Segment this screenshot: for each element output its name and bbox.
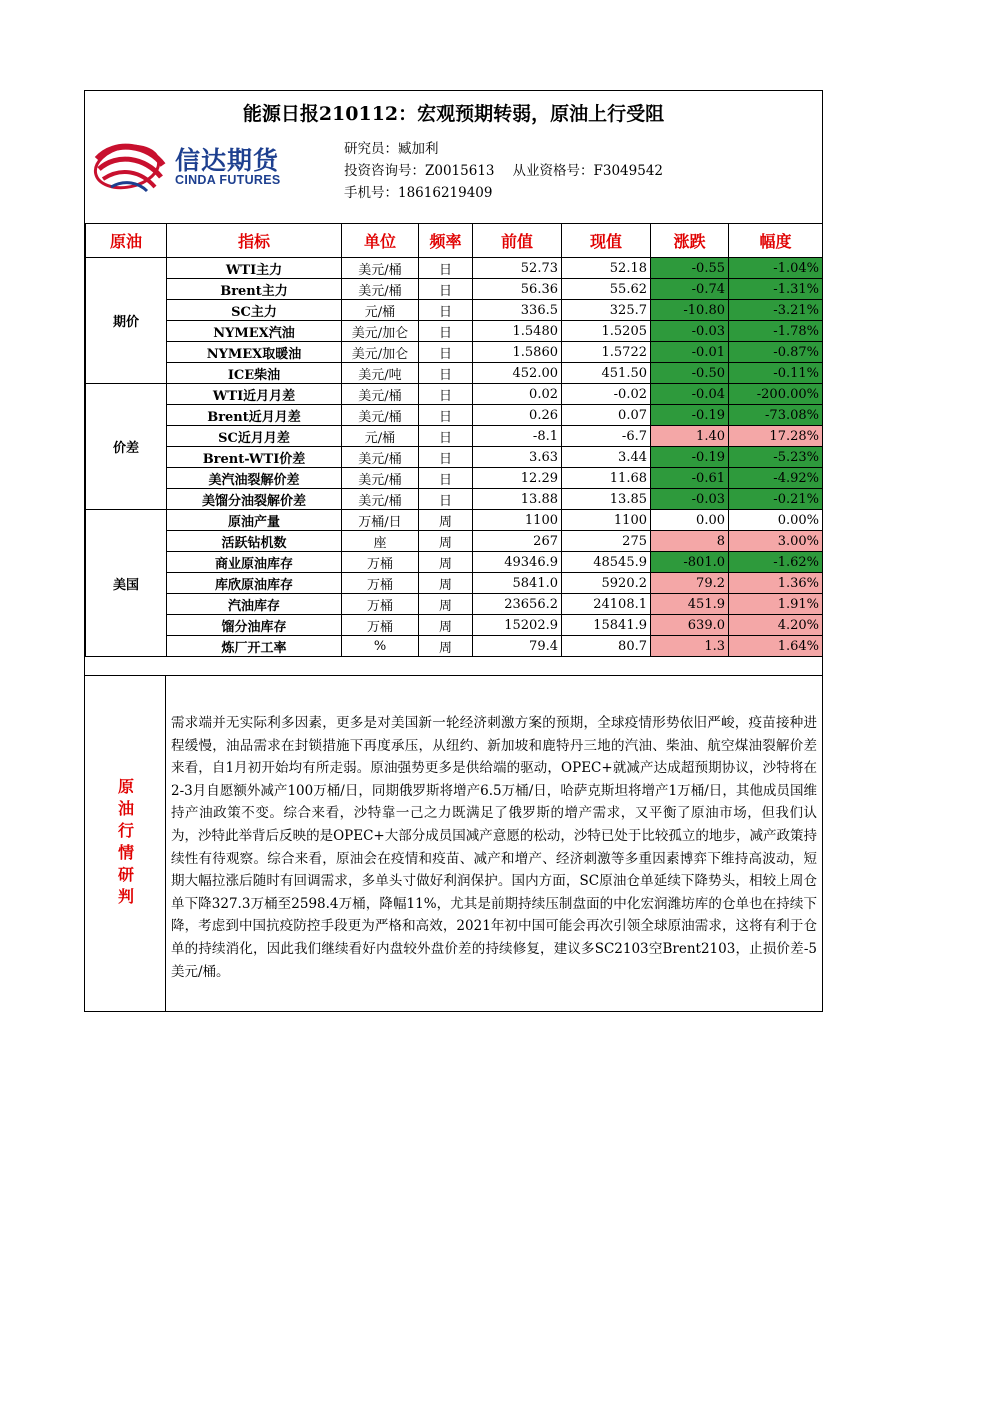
indicator-cell: Brent主力: [167, 279, 342, 300]
change-cell: 0.00: [651, 510, 729, 531]
change-cell: -0.55: [651, 258, 729, 279]
previous-value-cell: -8.1: [473, 426, 562, 447]
previous-value-cell: 49346.9: [473, 552, 562, 573]
indicator-cell: Brent-WTI价差: [167, 447, 342, 468]
unit-cell: 美元/桶: [342, 279, 419, 300]
percent-change-cell: -0.21%: [729, 489, 823, 510]
current-value-cell: 325.7: [562, 300, 651, 321]
current-value-cell: 451.50: [562, 363, 651, 384]
current-value-cell: 48545.9: [562, 552, 651, 573]
frequency-cell: 日: [419, 447, 473, 468]
previous-value-cell: 1.5480: [473, 321, 562, 342]
unit-cell: 美元/桶: [342, 405, 419, 426]
percent-change-cell: -3.21%: [729, 300, 823, 321]
current-value-cell: 24108.1: [562, 594, 651, 615]
percent-change-cell: 1.36%: [729, 573, 823, 594]
researcher-label: 研究员：: [344, 141, 398, 157]
frequency-cell: 周: [419, 594, 473, 615]
indicator-cell: SC主力: [167, 300, 342, 321]
current-value-cell: -6.7: [562, 426, 651, 447]
unit-cell: 万桶: [342, 615, 419, 636]
frequency-cell: 日: [419, 321, 473, 342]
frequency-cell: 日: [419, 405, 473, 426]
unit-cell: 美元/吨: [342, 363, 419, 384]
unit-cell: %: [342, 636, 419, 657]
table-row: [86, 573, 823, 594]
unit-cell: 万桶: [342, 573, 419, 594]
col-header-indicator: 指标: [167, 224, 342, 258]
frequency-cell: 日: [419, 468, 473, 489]
unit-cell: 元/桶: [342, 300, 419, 321]
frequency-cell: 日: [419, 279, 473, 300]
table-row: [86, 342, 823, 363]
unit-cell: 元/桶: [342, 426, 419, 447]
change-cell: 79.2: [651, 573, 729, 594]
table-row: [86, 510, 823, 531]
change-cell: -0.03: [651, 489, 729, 510]
col-header-current: 现值: [562, 224, 651, 258]
previous-value-cell: 56.36: [473, 279, 562, 300]
previous-value-cell: 3.63: [473, 447, 562, 468]
percent-change-cell: -1.04%: [729, 258, 823, 279]
col-header-frequency: 频率: [419, 224, 473, 258]
previous-value-cell: 1.5860: [473, 342, 562, 363]
frequency-cell: 周: [419, 510, 473, 531]
previous-value-cell: 336.5: [473, 300, 562, 321]
logo-en-text: CINDA FUTURES: [175, 173, 281, 187]
logo-swoosh-icon: [91, 137, 171, 193]
indicator-cell: 馏分油库存: [167, 615, 342, 636]
percent-change-cell: 4.20%: [729, 615, 823, 636]
current-value-cell: 0.07: [562, 405, 651, 426]
percent-change-cell: -4.92%: [729, 468, 823, 489]
current-value-cell: 275: [562, 531, 651, 552]
indicator-cell: 商业原油库存: [167, 552, 342, 573]
table-row: [86, 531, 823, 552]
indicator-cell: NYMEX取暖油: [167, 342, 342, 363]
percent-change-cell: -0.87%: [729, 342, 823, 363]
report-frame: [84, 90, 823, 1012]
cinda-futures-logo: [91, 137, 291, 193]
previous-value-cell: 15202.9: [473, 615, 562, 636]
change-cell: -0.04: [651, 384, 729, 405]
table-row: [86, 636, 823, 657]
table-body: [86, 258, 823, 657]
unit-cell: 座: [342, 531, 419, 552]
previous-value-cell: 12.29: [473, 468, 562, 489]
phone-line: [344, 181, 492, 201]
indicator-cell: SC近月月差: [167, 426, 342, 447]
current-value-cell: 1.5722: [562, 342, 651, 363]
current-value-cell: 1.5205: [562, 321, 651, 342]
unit-cell: 万桶: [342, 594, 419, 615]
table-row: [86, 279, 823, 300]
indicator-cell: WTI主力: [167, 258, 342, 279]
col-header-previous: 前值: [473, 224, 562, 258]
unit-cell: 美元/桶: [342, 447, 419, 468]
phone-number: 18616219409: [398, 185, 493, 201]
indicator-cell: 炼厂开工率: [167, 636, 342, 657]
unit-cell: 美元/桶: [342, 489, 419, 510]
unit-cell: 美元/加仑: [342, 321, 419, 342]
previous-value-cell: 79.4: [473, 636, 562, 657]
percent-change-cell: -5.23%: [729, 447, 823, 468]
previous-value-cell: 13.88: [473, 489, 562, 510]
percent-change-cell: 0.00%: [729, 510, 823, 531]
change-cell: 8: [651, 531, 729, 552]
previous-value-cell: 267: [473, 531, 562, 552]
research-label: 原油行情研判: [115, 778, 135, 910]
unit-cell: 美元/桶: [342, 258, 419, 279]
col-header-percent: 幅度: [729, 224, 823, 258]
previous-value-cell: 52.73: [473, 258, 562, 279]
table-row: [86, 426, 823, 447]
consult-label: 投资咨询号：: [344, 163, 425, 179]
table-row: [86, 615, 823, 636]
consult-number: Z0015613: [425, 163, 495, 179]
table-row: [86, 321, 823, 342]
current-value-cell: 80.7: [562, 636, 651, 657]
current-value-cell: 13.85: [562, 489, 651, 510]
indicator-table: [85, 223, 823, 657]
indicator-cell: 美馏分油裂解价差: [167, 489, 342, 510]
research-paragraph: 需求端并无实际利多因素，更多是对美国新一轮经济刺激方案的预期，全球疫情形势依旧严峻，疫苗接种进程缓慢，油品需求在封锁措施下再度承压，从纽约、新加坡和鹿特丹三地的汽油、柴油、航空煤油裂解价差来看，自1月初开始均有所走弱。原油强势更多是供给端的驱动，OPEC+就减产达成超预期协议，沙特将在2-3月自愿额外减产100万桶/日，同期俄罗斯将增产6.5万桶/日，哈萨克斯坦将增产1万桶/日，其他成员国维持产油政策不变。综合来看，沙特靠一己之力既满足了俄罗斯的增产需求，又平衡了原油市场，但我们认为，沙特此举背后反映的是OPEC+大部分成员国减产意愿的松动，沙特已处于比较孤立的地步，减产政策持续性有待观察。综合来看，原油会在疫情和疫苗、减产和增产、经济刺激等多重因素博弈下维持高波动，短期大幅拉涨后随时有回调需求，多单头寸做好利润保护。国内方面，SC原油仓单延续下降势头，相较上周仓单下降327.3万桶至2598.4万桶，降幅11%，尤其是前期持续压制盘面的中化宏润潍坊库的仓单也在持续下降，考虑到中国抗疫防控手段更为严格和高效，2021年初中国可能会再次引领全球原油需求，这将有利于仓单的持续消化，因此我们继续看好内盘较外盘价差的持续修复，建议多SC2103空Brent2103，止损价差-5美元/桶。: [171, 715, 817, 980]
change-cell: 639.0: [651, 615, 729, 636]
frequency-cell: 周: [419, 573, 473, 594]
researcher-name: 臧加利: [398, 141, 439, 157]
indicator-cell: 汽油库存: [167, 594, 342, 615]
previous-value-cell: 5841.0: [473, 573, 562, 594]
frequency-cell: 周: [419, 552, 473, 573]
col-header-crude: 原油: [86, 224, 167, 258]
indicator-cell: 活跃钻机数: [167, 531, 342, 552]
previous-value-cell: 0.02: [473, 384, 562, 405]
unit-cell: 美元/桶: [342, 468, 419, 489]
percent-change-cell: -1.31%: [729, 279, 823, 300]
table-row: [86, 384, 823, 405]
percent-change-cell: -1.78%: [729, 321, 823, 342]
table-row: [86, 489, 823, 510]
report-header: [85, 91, 822, 224]
indicator-cell: NYMEX汽油: [167, 321, 342, 342]
current-value-cell: 52.18: [562, 258, 651, 279]
current-value-cell: 5920.2: [562, 573, 651, 594]
research-label-cell: [85, 676, 166, 1012]
frequency-cell: 日: [419, 384, 473, 405]
indicator-cell: ICE柴油: [167, 363, 342, 384]
current-value-cell: 11.68: [562, 468, 651, 489]
table-row: [86, 300, 823, 321]
frequency-cell: 日: [419, 300, 473, 321]
current-value-cell: -0.02: [562, 384, 651, 405]
frequency-cell: 周: [419, 615, 473, 636]
frequency-cell: 日: [419, 258, 473, 279]
table-row: [86, 468, 823, 489]
change-cell: 451.9: [651, 594, 729, 615]
frequency-cell: 日: [419, 489, 473, 510]
previous-value-cell: 452.00: [473, 363, 562, 384]
change-cell: -0.19: [651, 447, 729, 468]
percent-change-cell: -0.11%: [729, 363, 823, 384]
percent-change-cell: 1.91%: [729, 594, 823, 615]
current-value-cell: 3.44: [562, 447, 651, 468]
change-cell: -0.01: [651, 342, 729, 363]
change-cell: 1.3: [651, 636, 729, 657]
percent-change-cell: 17.28%: [729, 426, 823, 447]
unit-cell: 万桶: [342, 552, 419, 573]
percent-change-cell: 1.64%: [729, 636, 823, 657]
col-header-unit: 单位: [342, 224, 419, 258]
unit-cell: 万桶/日: [342, 510, 419, 531]
previous-value-cell: 0.26: [473, 405, 562, 426]
percent-change-cell: -200.00%: [729, 384, 823, 405]
category-cell: 价差: [86, 384, 167, 510]
change-cell: -0.61: [651, 468, 729, 489]
table-row: [86, 405, 823, 426]
license-line: [344, 159, 663, 179]
percent-change-cell: -1.62%: [729, 552, 823, 573]
change-cell: -0.03: [651, 321, 729, 342]
change-cell: -801.0: [651, 552, 729, 573]
percent-change-cell: -73.08%: [729, 405, 823, 426]
frequency-cell: 日: [419, 342, 473, 363]
qualification-number: F3049542: [593, 163, 664, 179]
change-cell: 1.40: [651, 426, 729, 447]
current-value-cell: 55.62: [562, 279, 651, 300]
indicator-cell: 原油产量: [167, 510, 342, 531]
percent-change-cell: 3.00%: [729, 531, 823, 552]
current-value-cell: 15841.9: [562, 615, 651, 636]
frequency-cell: 周: [419, 531, 473, 552]
table-row: [86, 363, 823, 384]
table-row: [86, 552, 823, 573]
table-row: [86, 258, 823, 279]
table-row: [86, 447, 823, 468]
category-cell: 美国: [86, 510, 167, 657]
logo-cn-text: 信达期货: [175, 146, 280, 175]
indicator-cell: 库欣原油库存: [167, 573, 342, 594]
unit-cell: 美元/加仑: [342, 342, 419, 363]
report-title: 能源日报210112：宏观预期转弱，原油上行受阻: [242, 103, 665, 125]
change-cell: -0.50: [651, 363, 729, 384]
frequency-cell: 日: [419, 426, 473, 447]
previous-value-cell: 1100: [473, 510, 562, 531]
unit-cell: 美元/桶: [342, 384, 419, 405]
table-row: [86, 594, 823, 615]
indicator-cell: 美汽油裂解价差: [167, 468, 342, 489]
researcher-line: [344, 137, 439, 157]
change-cell: -0.74: [651, 279, 729, 300]
frequency-cell: 日: [419, 363, 473, 384]
indicator-cell: WTI近月月差: [167, 384, 342, 405]
phone-label: 手机号：: [344, 185, 398, 201]
indicator-cell: Brent近月月差: [167, 405, 342, 426]
change-cell: -0.19: [651, 405, 729, 426]
research-section: [85, 675, 822, 1012]
category-cell: 期价: [86, 258, 167, 384]
frequency-cell: 周: [419, 636, 473, 657]
qualification-label: 从业资格号：: [512, 163, 594, 179]
previous-value-cell: 23656.2: [473, 594, 562, 615]
current-value-cell: 1100: [562, 510, 651, 531]
change-cell: -10.80: [651, 300, 729, 321]
table-header-row: [86, 224, 823, 258]
col-header-change: 涨跌: [651, 224, 729, 258]
